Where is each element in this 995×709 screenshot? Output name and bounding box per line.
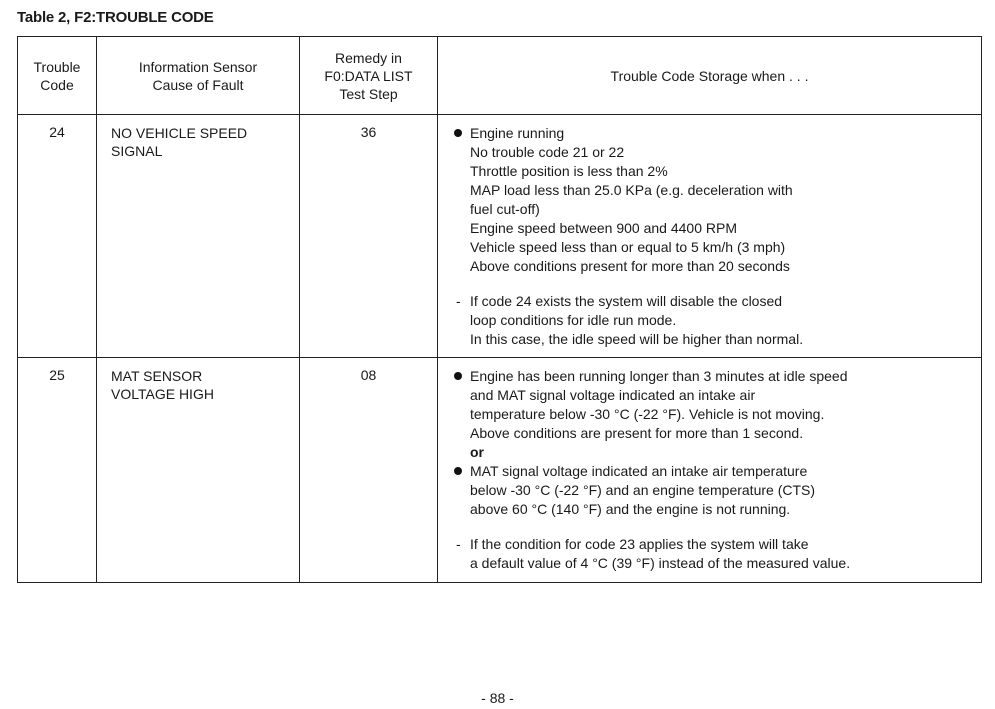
condition-bullet: Engine has been running longer than 3 minutes at idle speed and MAT signal voltage indicated an intake air temperature below -30 °C (-22 °F). Vehicle is not moving. Above conditions are present for more than 1 second. or <box>454 367 969 462</box>
header-remedy: Remedy in F0:DATA LIST Test Step <box>300 37 438 115</box>
cause-cell: MAT SENSOR VOLTAGE HIGH <box>97 358 300 583</box>
dash-icon: - <box>456 293 461 309</box>
condition-note: - If the condition for code 23 applies the system will take a default value of 4 °C (39 °F) instead of the measured value. <box>456 536 851 571</box>
table-title: Table 2, F2:TROUBLE CODE <box>17 9 214 26</box>
header-storage-condition: Trouble Code Storage when . . . <box>438 37 982 115</box>
header-trouble-code: Trouble Code <box>18 37 97 115</box>
storage-condition-cell <box>438 115 982 358</box>
condition-bullet: Engine running No trouble code 21 or 22 Throttle position is less than 2% MAP load less than 25.0 KPa (e.g. deceleration with fuel cut-off) Engine speed between 900 and 4400 RPM Vehicle speed less than or equal to 5 km/h (3 mph) Above conditions present for more than 20 seconds <box>454 124 969 276</box>
test-step-cell: 08 <box>300 358 438 583</box>
test-step-cell: 36 <box>300 115 438 358</box>
dash-icon: - <box>456 536 461 552</box>
condition-note: - If code 24 exists the system will disable the closed loop conditions for idle run mode. In this case, the idle speed will be higher than normal. <box>456 293 804 347</box>
storage-condition-cell <box>438 358 982 583</box>
header-information-sensor: Information Sensor Cause of Fault <box>97 37 300 115</box>
cause-cell: NO VEHICLE SPEED SIGNAL <box>97 115 300 358</box>
table-row <box>18 115 982 358</box>
trouble-code-cell: 24 <box>18 115 97 358</box>
trouble-code-cell: 25 <box>18 358 97 583</box>
table-row <box>18 358 982 583</box>
bullet-icon <box>454 372 462 380</box>
bullet-icon <box>454 129 462 137</box>
trouble-code-table <box>17 36 982 583</box>
page-number: - 88 - <box>481 690 514 706</box>
bullet-icon <box>454 467 462 475</box>
header-row <box>18 37 982 115</box>
or-label: or <box>470 444 484 460</box>
condition-bullet: MAT signal voltage indicated an intake air temperature below -30 °C (-22 °F) and an engine temperature (CTS) above 60 °C (140 °F) and the engine is not running. <box>454 462 969 519</box>
